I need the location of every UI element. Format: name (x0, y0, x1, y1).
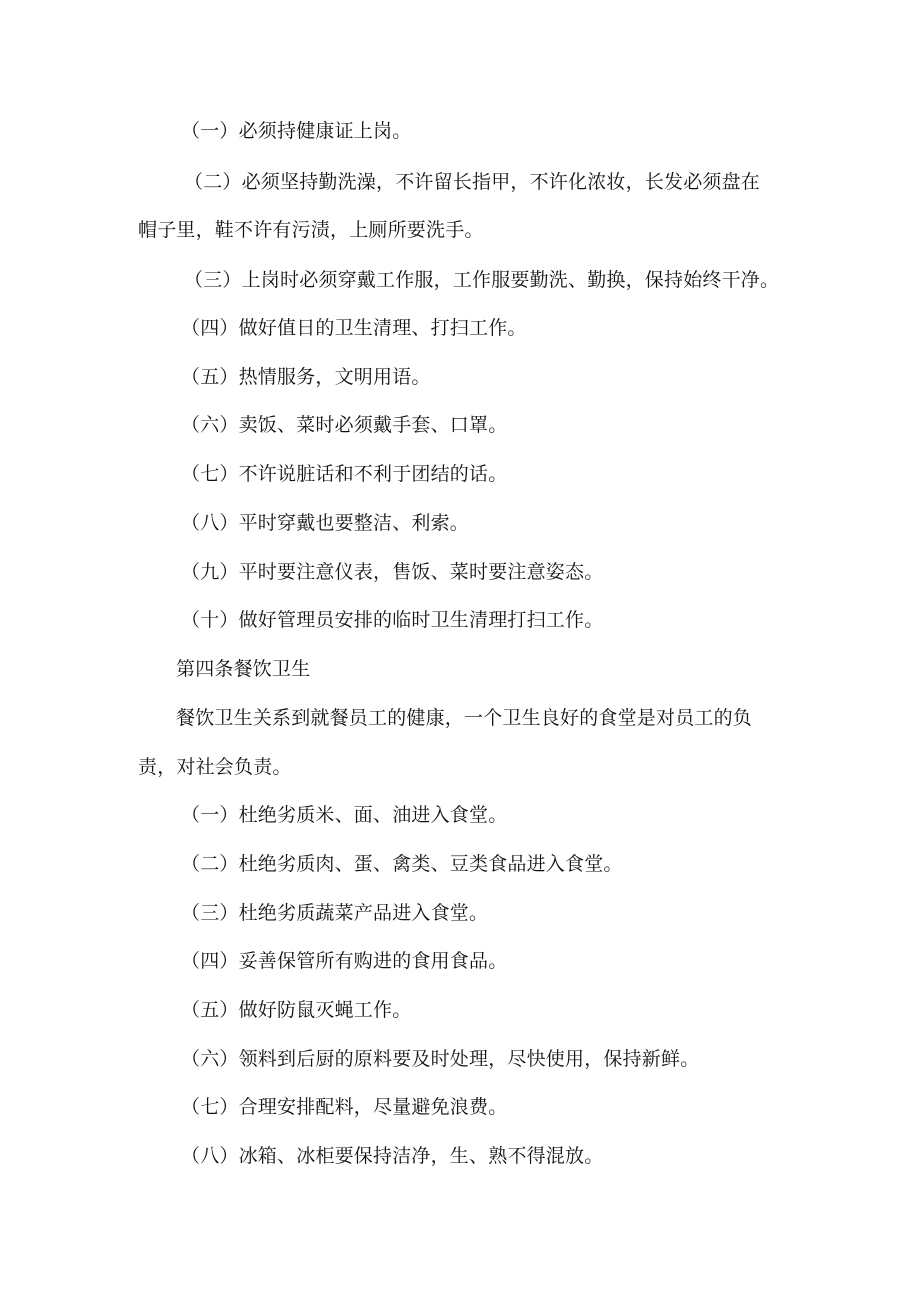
hygiene-item-2: （二）杜绝劣质肉、蛋、禽类、豆类食品进入食堂。 (181, 853, 623, 875)
section-intro-line-1: 餐饮卫生关系到就餐员工的健康，一个卫生良好的食堂是对员工的负 (176, 707, 753, 729)
rule-item-8: （八）平时穿戴也要整洁、利索。 (181, 512, 470, 534)
rule-item-6: （六）卖饭、菜时必须戴手套、口罩。 (181, 414, 508, 436)
hygiene-item-3: （三）杜绝劣质蔬菜产品进入食堂。 (181, 902, 489, 924)
hygiene-item-1: （一）杜绝劣质米、面、油进入食堂。 (181, 804, 508, 826)
rule-item-2-continued: 帽子里，鞋不许有污渍，上厕所要洗手。 (138, 219, 484, 241)
section-intro-line-2: 责，对社会负责。 (138, 756, 292, 778)
hygiene-item-7: （七）合理安排配料，尽量避免浪费。 (181, 1096, 508, 1118)
rule-item-1: （一）必须持健康证上岗。 (181, 120, 412, 142)
hygiene-item-4: （四）妥善保管所有购进的食用食品。 (181, 950, 508, 972)
rule-item-5: （五）热情服务，文明用语。 (181, 366, 431, 388)
rule-item-9: （九）平时要注意仪表，售饭、菜时要注意姿态。 (181, 561, 604, 583)
hygiene-item-6: （六）领料到后厨的原料要及时处理，尽快使用，保持新鲜。 (181, 1048, 700, 1070)
rule-item-2: （二）必须坚持勤洗澡，不许留长指甲，不许化浓妆，长发必须盘在 (184, 171, 761, 193)
rule-item-3: （三）上岗时必须穿戴工作服，工作服要勤洗、勤换，保持始终干净。 (184, 269, 780, 291)
rule-item-10: （十）做好管理员安排的临时卫生清理打扫工作。 (181, 609, 604, 631)
rule-item-7: （七）不许说脏话和不利于团结的话。 (181, 463, 508, 485)
hygiene-item-8: （八）冰箱、冰柜要保持洁净，生、熟不得混放。 (181, 1145, 604, 1167)
section-heading: 第四条餐饮卫生 (176, 658, 311, 680)
rule-item-4: （四）做好值日的卫生清理、打扫工作。 (181, 317, 527, 339)
hygiene-item-5: （五）做好防鼠灭蝇工作。 (181, 999, 412, 1021)
